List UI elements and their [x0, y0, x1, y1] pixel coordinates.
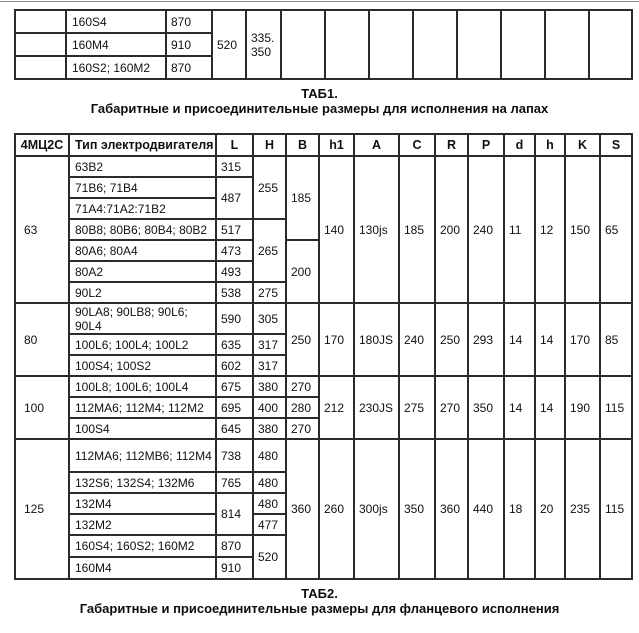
dim-cell-H: 380	[253, 376, 286, 397]
dim-cell-B: 360	[286, 439, 319, 579]
dim-cell-C: 275	[399, 376, 435, 439]
motor-type-cell: 112MA6; 112MB6; 112M4	[69, 439, 216, 472]
dim-cell-S: 65	[600, 156, 632, 303]
dim-cell-P: 240	[468, 156, 504, 303]
tab1-caption-title: ТАБ1.	[301, 86, 338, 101]
dim-cell-H: 520	[253, 535, 286, 579]
dim-cell-d: 18	[504, 439, 535, 579]
motor-type-cell: 100S4; 100S2	[69, 355, 216, 376]
tab1-caption-text: Габаритные и присоединительные размеры для исполнения на лапах	[90, 101, 549, 116]
dim-cell-R: 250	[435, 303, 468, 376]
page-cut-divider	[0, 1, 639, 2]
motor-type-cell: 63B2	[69, 156, 216, 177]
empty-cell	[369, 10, 413, 79]
frame-size-cell: 80	[15, 303, 69, 376]
dim-cell-S: 85	[600, 303, 632, 376]
col-header-h: h	[535, 134, 565, 156]
dim-cell-L: 602	[216, 355, 253, 376]
dim-cell-S: 115	[600, 439, 632, 579]
dim-cell-H: 255	[253, 156, 286, 219]
dim-cell-K: 150	[565, 156, 600, 303]
dim-cell-d: 11	[504, 156, 535, 303]
dim-value-line: 335.	[251, 30, 275, 45]
empty-cell	[457, 10, 501, 79]
dim-cell-A: 180JS	[354, 303, 399, 376]
frame-size-cell: 125	[15, 439, 69, 579]
dim-cell-L: 590	[216, 303, 253, 334]
dim-cell-L: 814	[216, 493, 253, 535]
dim-cell-L: 675	[216, 376, 253, 397]
col-header-R: R	[435, 134, 468, 156]
dim-cell-H: 480	[253, 439, 286, 472]
dim-cell-L: 910	[216, 557, 253, 579]
dim-cell-B: 280	[286, 397, 319, 418]
dim-cell-L: 645	[216, 418, 253, 439]
motor-type-cell: 100L8; 100L6; 100L4	[69, 376, 216, 397]
dim-cell: 870	[166, 10, 212, 33]
dim-cell-H: 477	[253, 514, 286, 535]
dim-cell-A: 300js	[354, 439, 399, 579]
dim-cell-C: 240	[399, 303, 435, 376]
motor-type-cell: 160M4	[66, 33, 166, 56]
col-header-S: S	[600, 134, 632, 156]
table-row	[15, 376, 632, 397]
dim-cell-L: 765	[216, 472, 253, 493]
dim-cell-h: 20	[535, 439, 565, 579]
header-row	[15, 134, 632, 156]
tab2-table	[14, 133, 633, 580]
col-header-A: A	[354, 134, 399, 156]
dim-cell-R: 270	[435, 376, 468, 439]
dim-cell-L: 538	[216, 282, 253, 303]
table-row	[15, 10, 632, 33]
dim-cell-H: 317	[253, 334, 286, 355]
dim-cell-B: 200	[286, 240, 319, 303]
table-row	[15, 439, 632, 472]
dim-cell-h1: 260	[319, 439, 354, 579]
dim-cell-L: 870	[216, 535, 253, 557]
empty-cell	[325, 10, 369, 79]
col-header-B: B	[286, 134, 319, 156]
dim-cell: 520	[212, 10, 246, 79]
dim-cell-B: 185	[286, 156, 319, 240]
table-row	[15, 303, 632, 334]
dim-cell-B: 250	[286, 303, 319, 376]
col-header-P: P	[468, 134, 504, 156]
table-row	[15, 156, 632, 177]
col-header-h1: h1	[319, 134, 354, 156]
dim-cell-L: 493	[216, 261, 253, 282]
dim-cell-P: 350	[468, 376, 504, 439]
dim-cell-L: 635	[216, 334, 253, 355]
col-header-L: L	[216, 134, 253, 156]
tab2-caption-title: ТАБ2.	[301, 586, 338, 601]
motor-type-cell: 100L6; 100L4; 100L2	[69, 334, 216, 355]
tab1-table	[14, 9, 633, 80]
col-header-d: d	[504, 134, 535, 156]
motor-type-cell: 160S2; 160M2	[66, 56, 166, 79]
dim-cell-K: 190	[565, 376, 600, 439]
dim-cell-A: 130js	[354, 156, 399, 303]
empty-cell	[589, 10, 632, 79]
dim-cell-H: 317	[253, 355, 286, 376]
motor-type-cell: 90LA8; 90LB8; 90L6; 90L4	[69, 303, 216, 334]
empty-cell	[281, 10, 325, 79]
dim-cell-h: 12	[535, 156, 565, 303]
tab2-caption-text: Габаритные и присоединительные размеры для фланцевого исполнения	[79, 601, 560, 616]
empty-cell	[15, 56, 66, 79]
tab2-caption	[0, 586, 639, 616]
dim-cell-H: 380	[253, 418, 286, 439]
dim-cell-H: 400	[253, 397, 286, 418]
dim-cell-A: 230JS	[354, 376, 399, 439]
frame-size-cell: 63	[15, 156, 69, 303]
dim-cell	[246, 10, 281, 79]
dim-cell-L: 487	[216, 177, 253, 219]
dim-cell-H: 275	[253, 282, 286, 303]
dim-cell-B: 270	[286, 376, 319, 397]
dim-cell-h: 14	[535, 376, 565, 439]
motor-type-cell: 132M2	[69, 514, 216, 535]
dim-cell-L: 695	[216, 397, 253, 418]
tab1-caption	[0, 86, 639, 116]
dim-cell-L: 315	[216, 156, 253, 177]
dim-value-line: 350	[251, 44, 272, 59]
dim-cell-H: 265	[253, 219, 286, 282]
motor-type-cell: 132S6; 132S4; 132M6	[69, 472, 216, 493]
col-header-frame: 4МЦ2С	[15, 134, 69, 156]
motor-type-cell: 112MA6; 112M4; 112M2	[69, 397, 216, 418]
motor-type-cell: 80A2	[69, 261, 216, 282]
dim-cell-B: 270	[286, 418, 319, 439]
motor-type-cell: 160S4	[66, 10, 166, 33]
dim-cell-R: 200	[435, 156, 468, 303]
empty-cell	[501, 10, 545, 79]
motor-type-cell: 160S4; 160S2; 160M2	[69, 535, 216, 557]
dim-cell: 870	[166, 56, 212, 79]
col-header-type: Тип электродвигателя	[69, 134, 216, 156]
dim-cell-P: 440	[468, 439, 504, 579]
dim-cell-d: 14	[504, 376, 535, 439]
empty-cell	[545, 10, 589, 79]
dim-cell-H: 480	[253, 493, 286, 514]
col-header-K: K	[565, 134, 600, 156]
empty-cell	[413, 10, 457, 79]
motor-type-cell: 160M4	[69, 557, 216, 579]
motor-type-cell: 90L2	[69, 282, 216, 303]
dim-cell-L: 473	[216, 240, 253, 261]
dim-cell-S: 115	[600, 376, 632, 439]
dim-cell-R: 360	[435, 439, 468, 579]
dim-cell-d: 14	[504, 303, 535, 376]
dim-cell-L: 738	[216, 439, 253, 472]
dim-cell-h1: 212	[319, 376, 354, 439]
dim-cell: 910	[166, 33, 212, 56]
frame-size-cell: 100	[15, 376, 69, 439]
dim-cell-h1: 140	[319, 156, 354, 303]
motor-type-cell: 100S4	[69, 418, 216, 439]
motor-type-cell: 132M4	[69, 493, 216, 514]
motor-type-cell: 80A6; 80A4	[69, 240, 216, 261]
dim-cell-C: 185	[399, 156, 435, 303]
motor-type-cell: 71A4:71A2:71B2	[69, 198, 216, 219]
dim-cell-K: 170	[565, 303, 600, 376]
dim-cell-h1: 170	[319, 303, 354, 376]
dim-cell-H: 305	[253, 303, 286, 334]
motor-type-cell: 80B8; 80B6; 80B4; 80B2	[69, 219, 216, 240]
col-header-C: C	[399, 134, 435, 156]
dim-cell-K: 235	[565, 439, 600, 579]
empty-cell	[15, 33, 66, 56]
dim-cell-C: 350	[399, 439, 435, 579]
dim-cell-H: 480	[253, 472, 286, 493]
dim-cell-P: 293	[468, 303, 504, 376]
motor-type-cell: 71B6; 71B4	[69, 177, 216, 198]
empty-cell	[15, 10, 66, 33]
dim-cell-L: 517	[216, 219, 253, 240]
dim-cell-h: 14	[535, 303, 565, 376]
col-header-H: H	[253, 134, 286, 156]
